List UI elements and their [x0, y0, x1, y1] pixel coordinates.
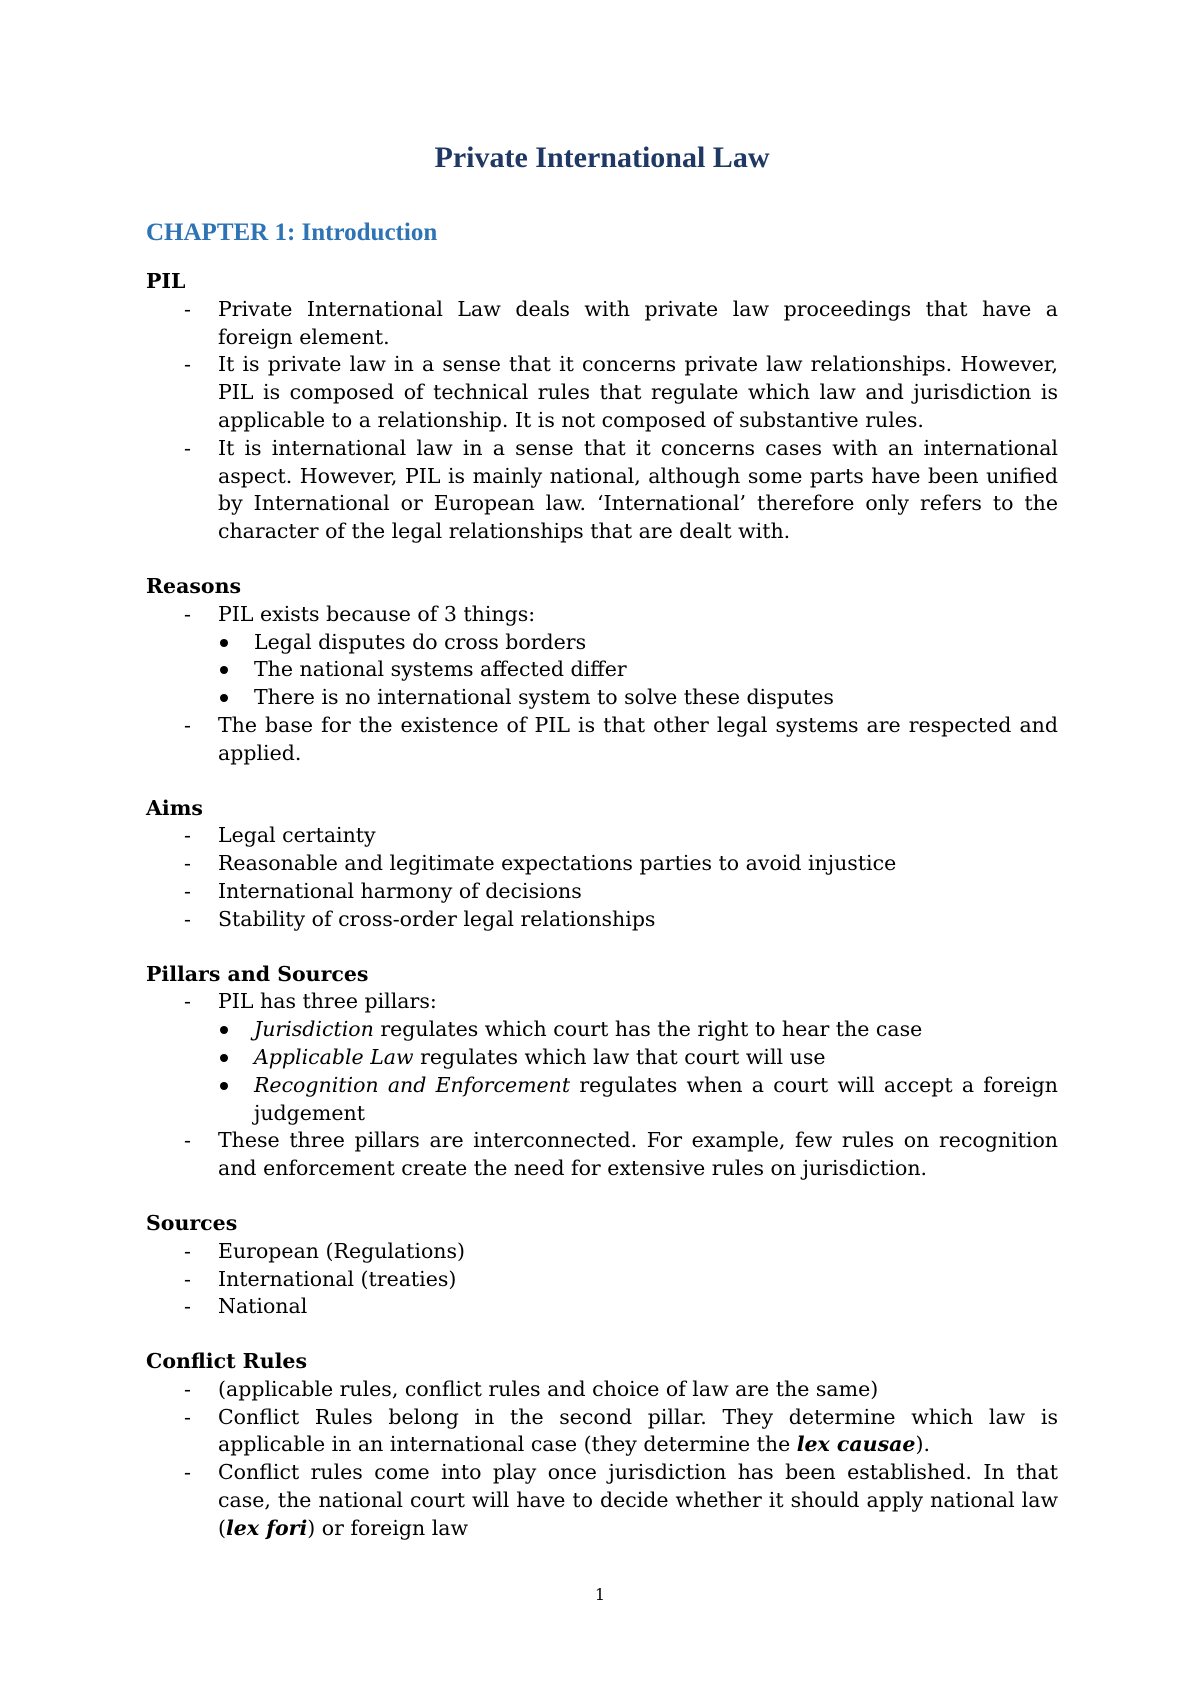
- bullet-item-text: regulates which court has the right to hear the case: [373, 1017, 923, 1042]
- list-item-text: Stability of cross-order legal relationships: [218, 906, 656, 931]
- list-item: [146, 906, 1058, 934]
- pillars-list: [146, 988, 1058, 1183]
- section-pil: [146, 268, 1058, 546]
- pillar-term: Applicable Law: [254, 1044, 414, 1069]
- bullet-item: [218, 629, 1058, 657]
- section-pillars: [146, 961, 1058, 1183]
- list-item: [146, 1127, 1058, 1183]
- section-heading-pillars: Pillars and Sources: [146, 961, 369, 986]
- bullet-item-text: regulates which law that court will use: [413, 1044, 826, 1069]
- list-item-text: Reasonable and legitimate expectations parties to avoid injustice: [218, 851, 897, 876]
- list-item-text: It is private law in a sense that it concerns private law relationships. However, PIL is composed of technical rules that regulate which law and jurisdiction is applicable to a relationship. It is not composed of substantive rules.: [218, 352, 1058, 432]
- list-item-text: Legal certainty: [218, 823, 376, 848]
- list-item-text: PIL exists because of 3 things:: [218, 601, 536, 626]
- bullet-item-text: Legal disputes do cross borders: [254, 629, 587, 654]
- pil-list: [146, 296, 1058, 546]
- bullet-item: [218, 656, 1058, 684]
- list-item-text: National: [218, 1294, 308, 1319]
- list-item: [146, 601, 1058, 712]
- list-item: [146, 296, 1058, 352]
- list-item: [146, 1376, 1058, 1404]
- list-item-text: International (treaties): [218, 1266, 457, 1291]
- section-heading-pil: PIL: [146, 269, 186, 293]
- section-aims: [146, 795, 1058, 934]
- section-heading-reasons: Reasons: [146, 573, 242, 598]
- list-item-text: European (Regulations): [218, 1238, 466, 1263]
- list-item: [146, 1459, 1058, 1542]
- bullet-item: [218, 1072, 1058, 1128]
- sources-list: [146, 1238, 1058, 1321]
- section-heading-sources: Sources: [146, 1210, 238, 1235]
- document-title: Private International Law: [434, 141, 770, 174]
- page-number: 1: [594, 1585, 606, 1604]
- pillars-bullets: [218, 1016, 1058, 1127]
- list-item: [146, 822, 1058, 850]
- list-item-text: The base for the existence of PIL is that other legal systems are respected and applied.: [218, 712, 1058, 765]
- pillar-term: Jurisdiction: [254, 1017, 374, 1042]
- bullet-item: [218, 684, 1058, 712]
- latin-term: lex causae: [796, 1432, 916, 1457]
- bullet-item: [218, 1044, 1058, 1072]
- section-heading-conflict-rules: Conflict Rules: [146, 1349, 307, 1374]
- list-item: [146, 1266, 1058, 1294]
- latin-term: lex fori: [226, 1515, 308, 1540]
- list-item-text: (applicable rules, conflict rules and choice of law are the same): [218, 1376, 879, 1401]
- document-page: [146, 138, 1058, 1570]
- list-item-text: Conflict Rules belong in the second pillar. They determine which law is applicable in an international case (they determine the: [218, 1404, 1058, 1457]
- list-item: [146, 988, 1058, 1127]
- pillar-term: Recognition and Enforcement: [254, 1072, 571, 1097]
- conflict-list: [146, 1376, 1058, 1543]
- list-item-text: Private International Law deals with private law proceedings that have a foreign element.: [218, 296, 1058, 349]
- bullet-item-text: regulates when a court will accept a foreign judgement: [254, 1072, 1058, 1125]
- list-item: [146, 712, 1058, 768]
- bullet-item: [218, 1016, 1058, 1044]
- list-item-text: ) or foreign law: [307, 1515, 469, 1540]
- reasons-bullets: [218, 629, 1058, 712]
- list-item-text: International harmony of decisions: [218, 878, 582, 903]
- bullet-item-text: The national systems affected differ: [254, 657, 627, 682]
- section-conflict-rules: [146, 1348, 1058, 1543]
- list-item: [146, 1404, 1058, 1460]
- section-reasons: [146, 573, 1058, 768]
- list-item: [146, 1238, 1058, 1266]
- section-sources: [146, 1210, 1058, 1321]
- list-item-text: These three pillars are interconnected. For example, few rules on recognition and enforcement create the need for extensive rules on jurisdiction.: [218, 1128, 1058, 1181]
- list-item: [146, 878, 1058, 906]
- reasons-list: [146, 601, 1058, 768]
- list-item-text: PIL has three pillars:: [218, 989, 437, 1014]
- list-item: [146, 351, 1058, 434]
- list-item: [146, 435, 1058, 546]
- chapter-heading: CHAPTER 1: Introduction: [146, 219, 438, 246]
- list-item: [146, 850, 1058, 878]
- bullet-item-text: There is no international system to solve these disputes: [254, 685, 834, 710]
- list-item-text: It is international law in a sense that it concerns cases with an international aspect. However, PIL is mainly national, although some parts have been unified by International or European law. ‘International’ therefore only refers to the character of the legal relationships that are dealt with.: [218, 435, 1058, 544]
- list-item-text: Conflict rules come into play once jurisdiction has been established. In that case, the national court will have to decide whether it should apply national law (: [218, 1460, 1058, 1540]
- list-item: [146, 1293, 1058, 1321]
- aims-list: [146, 822, 1058, 933]
- list-item-text: ).: [915, 1432, 930, 1457]
- section-heading-aims: Aims: [146, 795, 203, 820]
